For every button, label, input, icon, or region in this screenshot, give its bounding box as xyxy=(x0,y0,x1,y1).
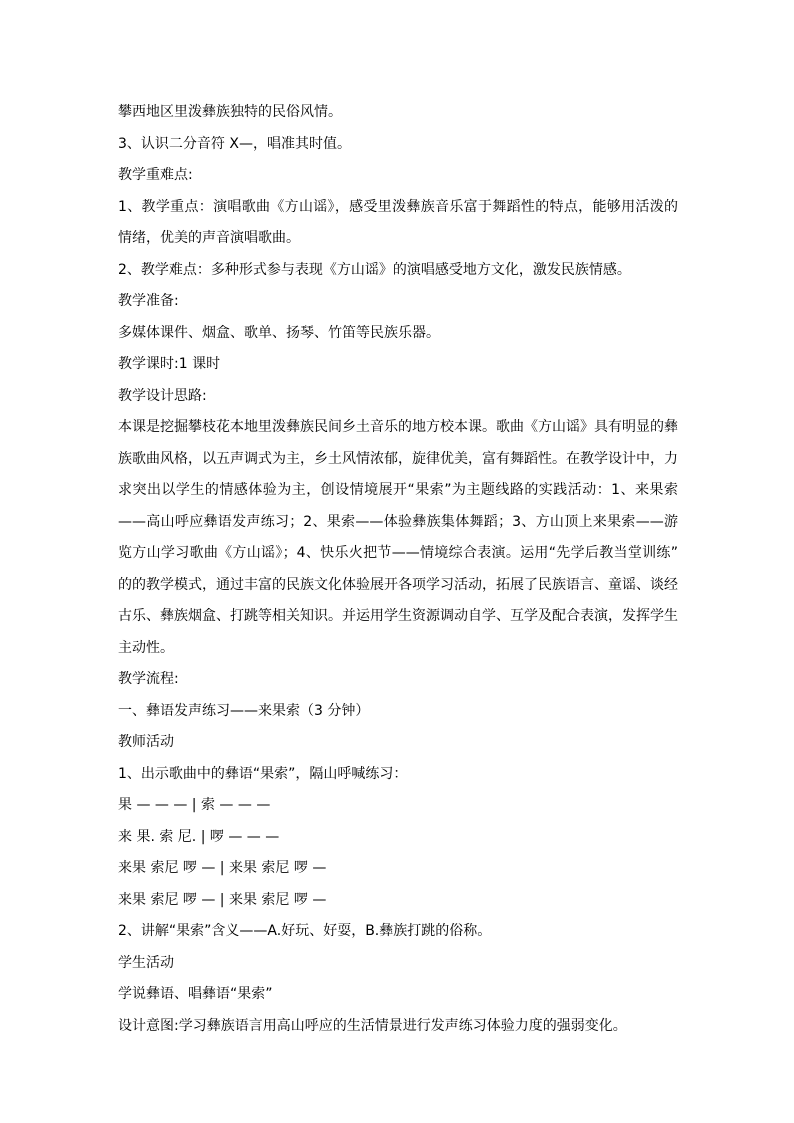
text-line: 1、教学重点：演唱歌曲《方山谣》，感受里泼彝族音乐富于舞蹈性的特点，能够用活泼的 xyxy=(118,198,678,215)
notation-line: 来 果. 索 尼. | 啰 — — — xyxy=(118,828,280,845)
text-line: 教学课时:1 课时 xyxy=(118,356,221,372)
section-heading: 教学设计思路: xyxy=(118,387,207,404)
text-line: 求突出以学生的情感体验为主，创设情境展开“果索”为主题线路的实践活动：1、来果索 xyxy=(118,482,678,498)
text-line: 3、认识二分音符 X—，唱准其时值。 xyxy=(118,135,351,152)
text-line: 本课是挖掘攀枝花本地里泼彝族民间乡土音乐的地方校本课。歌曲《方山谣》具有明显的彝 xyxy=(118,419,678,435)
notation-line: 果 — — — | 索 — — — xyxy=(118,797,271,813)
text-line: 2、讲解“果索”含义——A.好玩、好耍，B.彝族打跳的俗称。 xyxy=(118,923,492,939)
text-line: 攀西地区里泼彝族独特的民俗风情。 xyxy=(118,104,342,120)
subsection-heading: 教师活动 xyxy=(118,734,174,750)
text-line: 族歌曲风格，以五声调式为主，乡土风情浓郁，旋律优美，富有舞蹈性。在教学设计中，力 xyxy=(118,450,678,467)
text-line: 古乐、彝族烟盒、打跳等相关知识。并运用学生资源调动自学、互学及配合表演，发挥学生 xyxy=(118,608,678,624)
text-line: 2、教学难点：多种形式参与表现《方山谣》的演唱感受地方文化，激发民族情感。 xyxy=(118,261,631,278)
subsection-heading: 学生活动 xyxy=(118,954,174,971)
text-line: 情绪，优美的声音演唱歌曲。 xyxy=(118,230,300,246)
text-line: 多媒体课件、烟盒、歌单、扬琴、竹笛等民族乐器。 xyxy=(118,324,440,341)
step-heading: 一、彝语发声练习——来果索（3 分钟） xyxy=(118,702,370,719)
notation-line: 来果 索尼 啰 — | 来果 索尼 啰 — xyxy=(118,860,327,876)
text-line: 主动性。 xyxy=(118,639,174,656)
design-paragraph xyxy=(118,412,678,664)
text-line: ——高山呼应彝语发声练习；2、果索——体验彝族集体舞蹈；3、方山顶上来果索——游 xyxy=(118,513,678,530)
section-heading: 教学准备: xyxy=(118,293,179,309)
text-line: 览方山学习歌曲《方山谣》；4、快乐火把节——情境综合表演。运用“先学后教当堂训练” xyxy=(118,545,678,561)
document-page xyxy=(118,97,678,1042)
notation-line: 来果 索尼 啰 — | 来果 索尼 啰 — xyxy=(118,891,327,908)
text-line: 的的教学模式，通过丰富的民族文化体验展开各项学习活动，拓展了民族语言、童谣、谈经 xyxy=(118,576,678,593)
paragraph xyxy=(118,192,678,255)
section-heading: 教学重难点: xyxy=(118,167,193,183)
text-line: 学说彝语、唱彝语“果索” xyxy=(118,986,273,1002)
text-line: 设计意图:学习彝族语言用高山呼应的生活情景进行发声练习体验力度的强弱变化。 xyxy=(118,1017,627,1034)
section-heading: 教学流程: xyxy=(118,671,179,687)
text-line: 1、出示歌曲中的彝语“果索”，隔山呼喊练习： xyxy=(118,765,408,782)
